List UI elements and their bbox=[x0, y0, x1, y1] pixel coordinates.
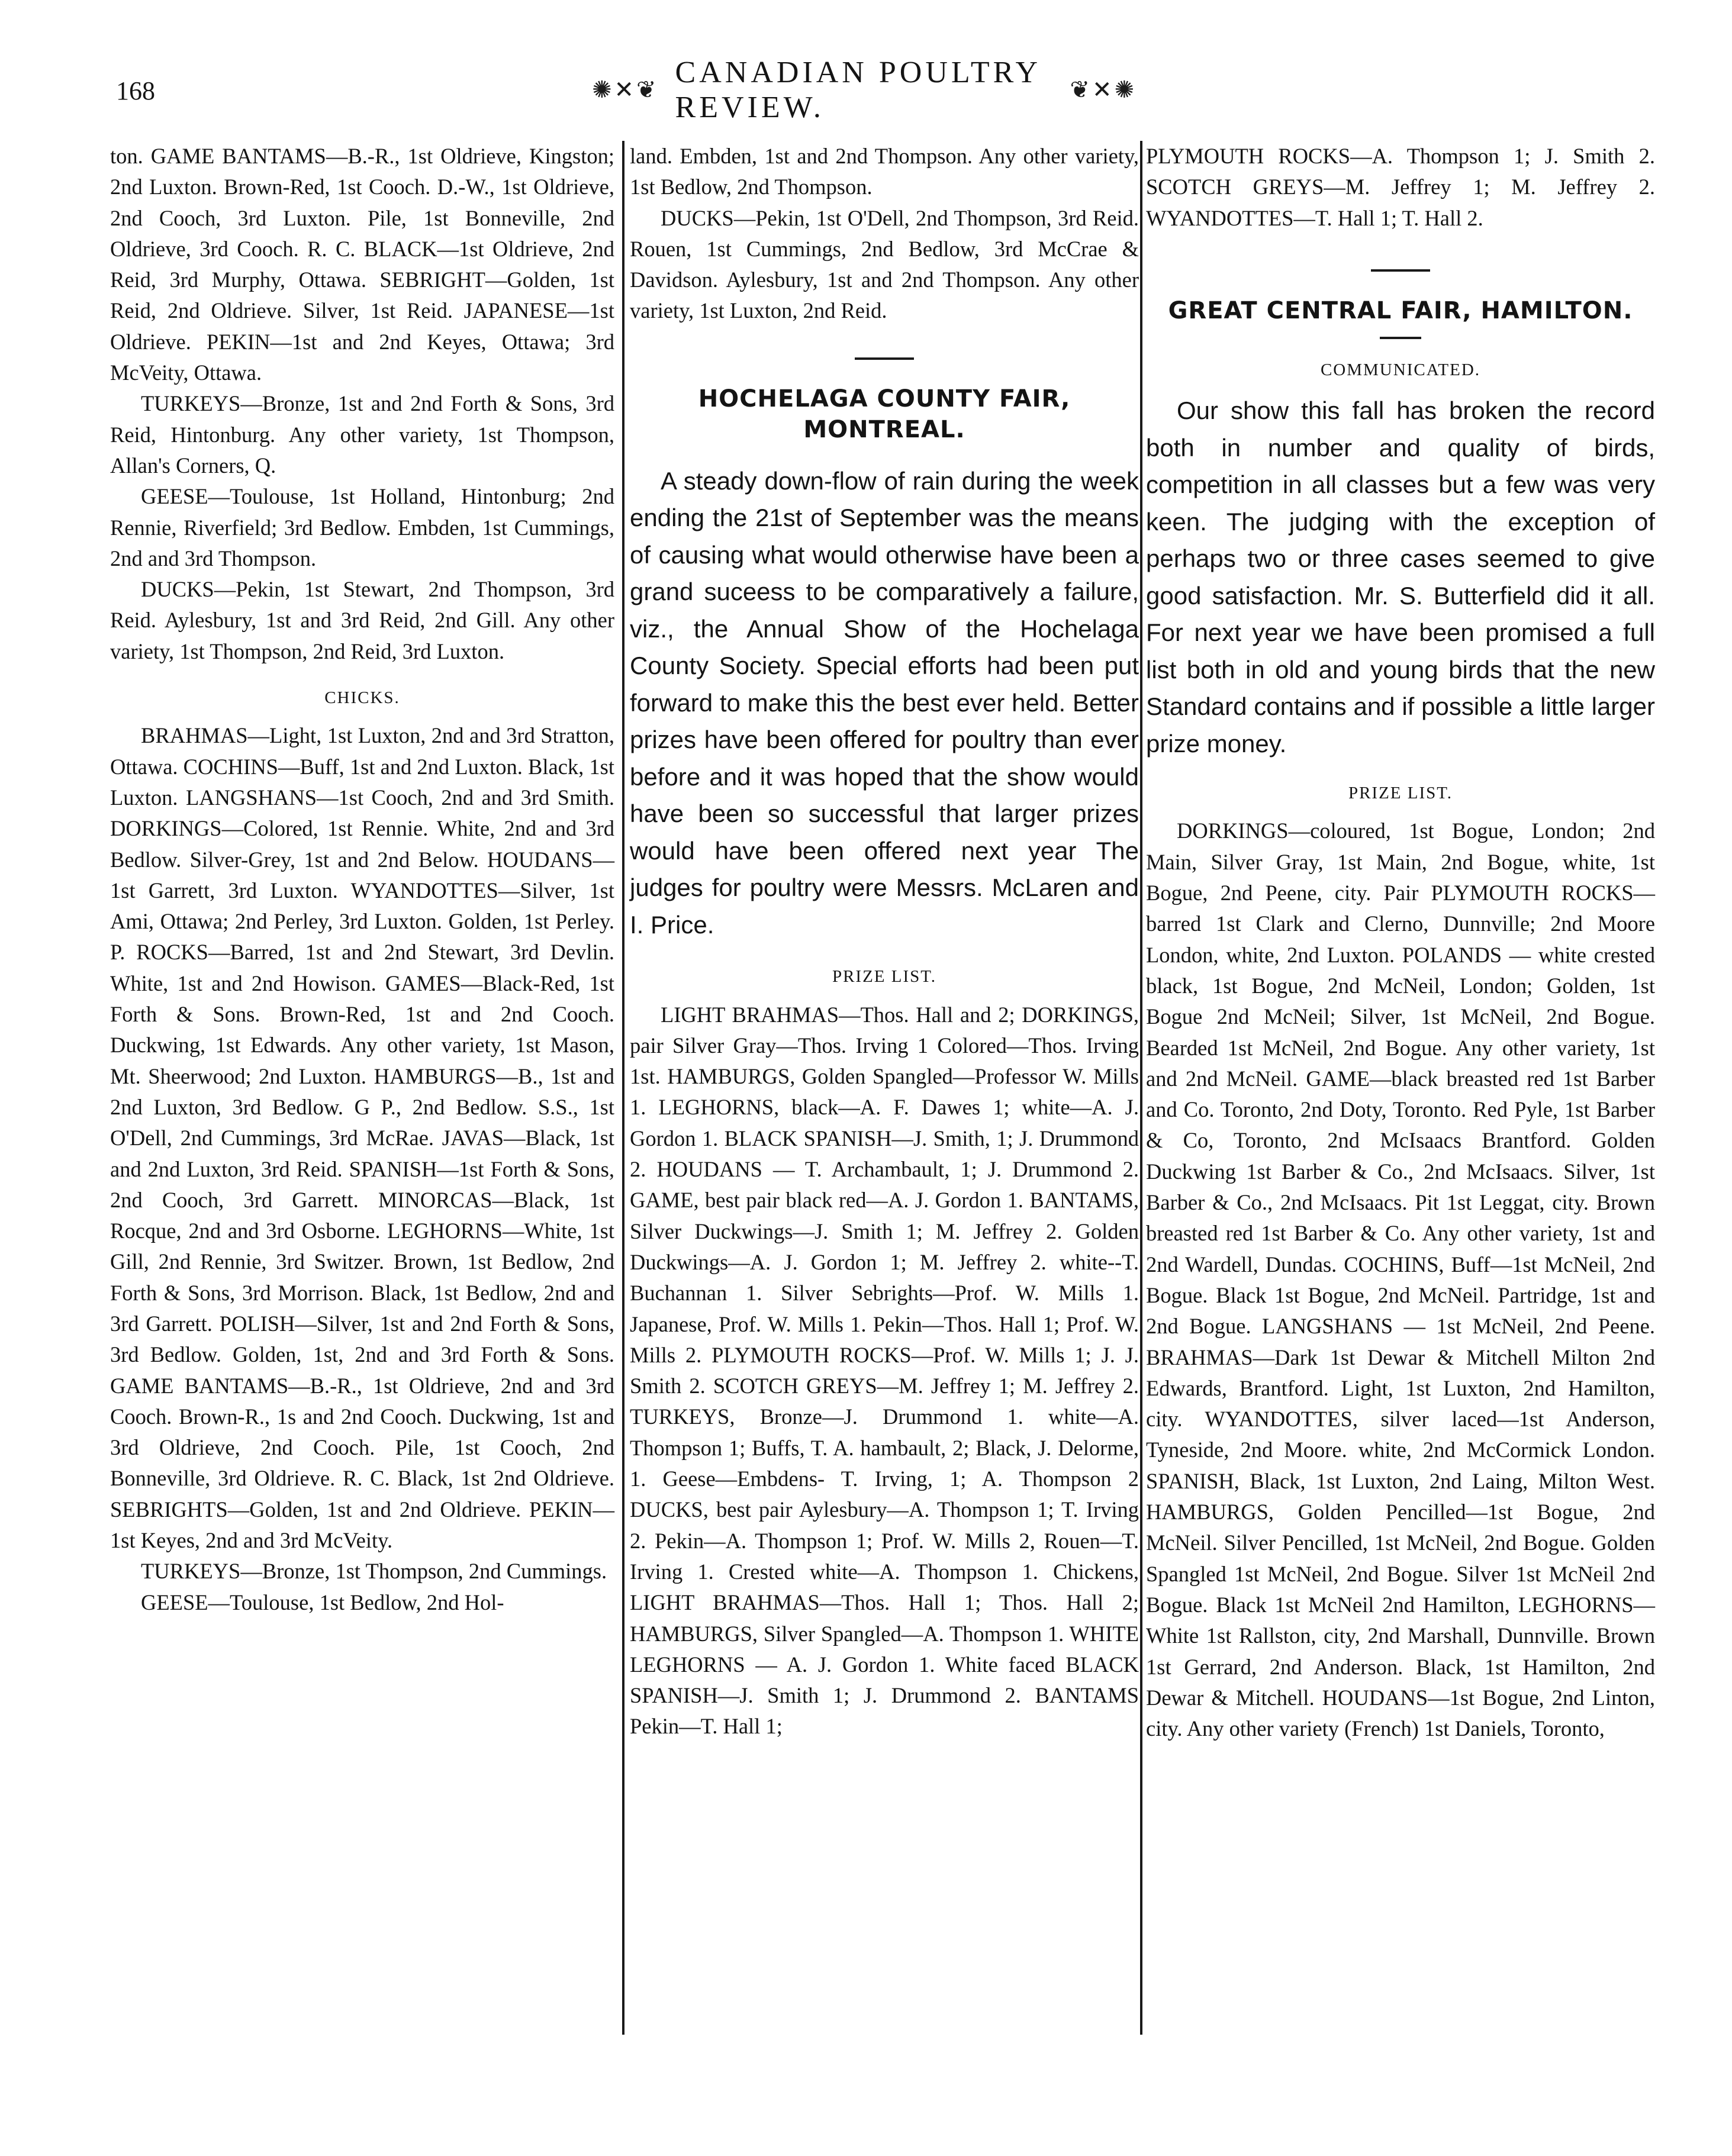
article-intro: A steady down-flow of rain during the week ending the 21st of September was the means of causing what would otherwise have been a grand suceess to be comparatively a failure, viz., the Annual Show of the Hochelaga County Society. Special efforts had been put forward to make this the best ever held. Better prizes have been offered for poultry than ever before and it was hoped that the show would have been so successful that larger prizes would have been offered next year The judges for poultry were Messrs. McLaren and I. Price. bbox=[630, 466, 1139, 939]
paragraph: DUCKS—Pekin, 1st O'Dell, 2nd Thompson, 3rd Reid. Rouen, 1st Cummings, 2nd Bedlow, 3rd McCrae & Davidson. Aylesbury, 1st and 2nd Thompson. Any other variety, 1st Luxton, 2nd Reid. bbox=[630, 205, 1139, 323]
section-divider bbox=[855, 357, 914, 360]
masthead bbox=[592, 56, 1137, 124]
column-3 bbox=[1146, 141, 1655, 1744]
section-subheading: COMMUNICATED. bbox=[1320, 360, 1481, 379]
section-divider bbox=[1380, 337, 1421, 339]
section-subheading: PRIZE LIST. bbox=[1348, 784, 1453, 803]
paragraph: GEESE—Toulouse, 1st Holland, Hintonburg; 2nd Rennie, Riverfield; 3rd Bedlow. Embden, 1st Cummings, 2nd and 3rd Thompson. bbox=[110, 484, 614, 571]
paragraph: TURKEYS—Bronze, 1st and 2nd Forth & Sons, 3rd Reid, Hintonburg. Any other variety, 1st Thompson, Allan's Corners, Q. bbox=[110, 391, 614, 478]
column-rule bbox=[622, 141, 624, 2035]
left-ornament-icon: ✺✕❦ bbox=[592, 76, 659, 104]
paragraph: DORKINGS—coloured, 1st Bogue, London; 2nd Main, Silver Gray, 1st Main, 2nd Bogue, white, 1st Bogue, 2nd Peene, city. Pair PLYMOUTH ROCKS—barred 1st Clark and Clerno, Dunnville; 2nd Moore London, white, 2nd Luxton. POLANDS — white crested black, 1st Bogue, 2nd McNeil, London; Golden, 1st Bogue 2nd McNeil; Silver, 1st McNeil, 2nd Bogue. Bearded 1st McNeil, 2nd Bogue. Any other variety, 1st and 2nd McNeil. GAME—black breasted red 1st Barber and Co. Toronto, 2nd Doty, Toronto. Red Pyle, 1st Barber & Co, Toronto, 2nd McIsaacs Brantford. Golden Duckwing 1st Barber & Co., 2nd McIsaacs. Silver, 1st Barber & Co., 2nd McIsaacs. Pit 1st Leggat, city. Brown breasted red 1st Barber & Co. Any other variety, 1st and 2nd Wardell, Dundas. COCHINS, Buff—1st McNeil, 2nd Bogue. Black 1st Bogue, 2nd McNeil. Partridge, 1st and 2nd Bogue. LANGSHANS — 1st McNeil, 2nd Peene. BRAHMAS—Dark 1st Dewar & Mitchell Milton 2nd Edwards, Brantford. Light, 1st Luxton, 2nd Hamilton, city. WYANDOTTES, silver laced—1st Anderson, Tyneside, 2nd Moore. white, 2nd McCormick London. SPANISH, Black, 1st Luxton, 2nd Laing, Milton West. HAMBURGS, Golden Pencilled—1st Bogue, 2nd McNeil. Silver Pencilled, 1st McNeil, 2nd Bogue. Golden Spangled 1st McNeil, 2nd Bogue. Silver 1st McNeil 2nd Bogue. Black 1st McNeil 2nd Hamilton, LEGHORNS—White 1st Rallston, city, 2nd Marshall, Dunnville. Brown 1st Gerrard, 2nd Anderson. Black, 1st Hamilton, 2nd Dewar & Mitchell. HOUDANS—1st Bogue, 2nd Linton, city. Any other variety (French) 1st Daniels, Toronto, bbox=[1146, 818, 1655, 1741]
article-heading: MONTREAL. bbox=[803, 415, 965, 443]
section-subheading: PRIZE LIST. bbox=[832, 967, 937, 987]
masthead-title: CANADIAN POULTRY REVIEW. bbox=[675, 56, 1041, 124]
paragraph: TURKEYS—Bronze, 1st Thompson, 2nd Cummings. bbox=[141, 1559, 607, 1584]
paragraph: DUCKS—Pekin, 1st Stewart, 2nd Thompson, 3rd Reid. Aylesbury, 1st and 3rd Reid, 2nd Gill. Any other variety, 1st Thompson, 2nd Reid, 3rd Luxton. bbox=[110, 577, 614, 663]
column-1 bbox=[110, 141, 614, 1618]
section-divider bbox=[1371, 269, 1430, 272]
paragraph: ton. GAME BANTAMS—B.-R., 1st Oldrieve, Kingston; 2nd Luxton. Brown-Red, 1st Cooch. D.-W., 1st Oldrieve, 2nd Cooch, 3rd Luxton. Pile, 1st Bonneville, 2nd Oldrieve, 3rd Cooch. R. C. BLACK—1st Oldrieve, 2nd Reid, 3rd Murphy, Ottawa. SEBRIGHT—Golden, 1st Reid, 2nd Oldrieve. Silver, 1st Reid. JAPANESE—1st Oldrieve. PEKIN—1st and 2nd Keyes, Ottawa; 3rd McVeity, Ottawa. bbox=[110, 144, 614, 385]
right-ornament-icon: ❦✕✺ bbox=[1070, 76, 1137, 104]
paragraph: LIGHT BRAHMAS—Thos. Hall and 2; DORKINGS, pair Silver Gray—Thos. Irving 1 Colored—Thos. Irving 1st. HAMBURGS, Golden Spangled—Professor W. Mills 1. LEGHORNS, black—A. F. Dawes 1; white—A. J. Gordon 1. BLACK SPANISH—J. Smith, 1; J. Drummond 2. HOUDANS — T. Archambault, 1; J. Drummond 2. GAME, best pair black red—A. J. Gordon 1. BANTAMS, Silver Duckwings—J. Smith 1; M. Jeffrey 2. Golden Duckwings—A. J. Gordon 1; M. Jeffrey 2. white--T. Buchannan 1. Silver Sebrights—Prof. W. Mills 1. Japanese, Prof. W. Mills 1. Pekin—Thos. Hall 1; Prof. W. Mills 2. PLYMOUTH ROCKS—Prof. W. Mills 1; J. J. Smith 2. SCOTCH GREYS—M. Jeffrey 1; M. Jeffrey 2. TURKEYS, Bronze—J. Drummond 1. white—A. Thompson 1; Buffs, T. A. hambault, 2; Black, J. Delorme, 1. Geese—Embdens- T. Irving, 1; A. Thompson 2 DUCKS, best pair Aylesbury—A. Thompson 1; T. Irving 2. Pekin—A. Thompson 1; Prof. W. Mills 2, Rouen—T. Irving 1. Crested white—A. Thompson 1. Chickens, LIGHT BRAHMAS—Thos. Hall 1; Thos. Hall 2; HAMBURGS, Silver Spangled—A. Thompson 1. WHITE LEGHORNS — A. J. Gordon 1. White faced BLACK SPANISH—J. Smith 1; J. Drummond 2. BANTAMS Pekin—T. Hall 1; bbox=[630, 1002, 1139, 1739]
paragraph: PLYMOUTH ROCKS—A. Thompson 1; J. Smith 2. SCOTCH GREYS—M. Jeffrey 1; M. Jeffrey 2. WYANDOTTES—T. Hall 1; T. Hall 2. bbox=[1146, 144, 1655, 230]
paragraph: BRAHMAS—Light, 1st Luxton, 2nd and 3rd Stratton, Ottawa. COCHINS—Buff, 1st and 2nd Luxton. Black, 1st Luxton. LANGSHANS—1st Cooch, 2nd and 3rd Smith. DORKINGS—Colored, 1st Rennie. White, 2nd and 3rd Bedlow. Silver-Grey, 1st and 2nd Below. HOUDANS—1st Garrett, 3rd Luxton. WYANDOTTES—Silver, 1st Ami, Ottawa; 2nd Perley, 3rd Luxton. Golden, 1st Perley. P. ROCKS—Barred, 1st and 2nd Stewart, 3rd Devlin. White, 1st and 2nd Howison. GAMES—Black-Red, 1st Forth & Sons. Brown-Red, 1st and 2nd Cooch. Duckwing, 1st Edwards. Any other variety, 1st Mason, Mt. Sheerwood; 2nd Luxton. HAMBURGS—B., 1st and 2nd Luxton, 3rd Bedlow. G P., 2nd Bedlow. S.S., 1st O'Dell, 2nd Cummings, 3rd McRae. JAVAS—Black, 1st and 2nd Luxton, 3rd Reid. SPANISH—1st Forth & Sons, 2nd Cooch, 3rd Garrett. MINORCAS—Black, 1st Rocque, 2nd and 3rd Osborne. LEGHORNS—White, 1st Gill, 2nd Rennie, 3rd Switzer. Brown, 1st Bedlow, 2nd Forth & Sons, 3rd Morrison. Black, 1st Bedlow, 2nd and 3rd Garrett. POLISH—Silver, 1st and 2nd Forth & Sons, 3rd Bedlow. Golden, 1st, 2nd and 3rd Forth & Sons. GAME BANTAMS—B.-R., 1st Oldrieve, 2nd and 3rd Cooch. Brown-R., 1s and 2nd Cooch. Duckwing, 1st and 3rd Oldrieve, 2nd Cooch. Pile, 1st Cooch, 2nd Bonneville, 3rd Oldrieve. R. C. Black, 1st 2nd Oldrieve. SEBRIGHTS—Golden, 1st and 2nd Oldrieve. PEKIN—1st Keyes, 2nd and 3rd McVeity. bbox=[110, 723, 614, 1553]
article-heading: GREAT CENTRAL FAIR, HAMILTON. bbox=[1168, 297, 1633, 324]
paragraph: land. Embden, 1st and 2nd Thompson. Any other variety, 1st Bedlow, 2nd Thompson. bbox=[630, 144, 1139, 199]
article-intro: Our show this fall has broken the record both in number and quality of birds, competition in all classes but a few was very keen. The judging with the exception of perhaps two or three cases seemed to give good satisfaction. Mr. S. Butterfield did it all. For next year we have been promised a full list both in old and young birds that the new Standard contains and if possible a little larger prize money. bbox=[1146, 397, 1655, 758]
page-number: 168 bbox=[116, 76, 155, 105]
column-rule bbox=[1140, 141, 1142, 2035]
section-subheading: CHICKS. bbox=[324, 688, 400, 708]
article-heading: HOCHELAGA COUNTY FAIR, bbox=[698, 385, 1071, 412]
column-2 bbox=[630, 141, 1139, 1742]
paragraph: GEESE—Toulouse, 1st Bedlow, 2nd Hol- bbox=[141, 1590, 504, 1614]
